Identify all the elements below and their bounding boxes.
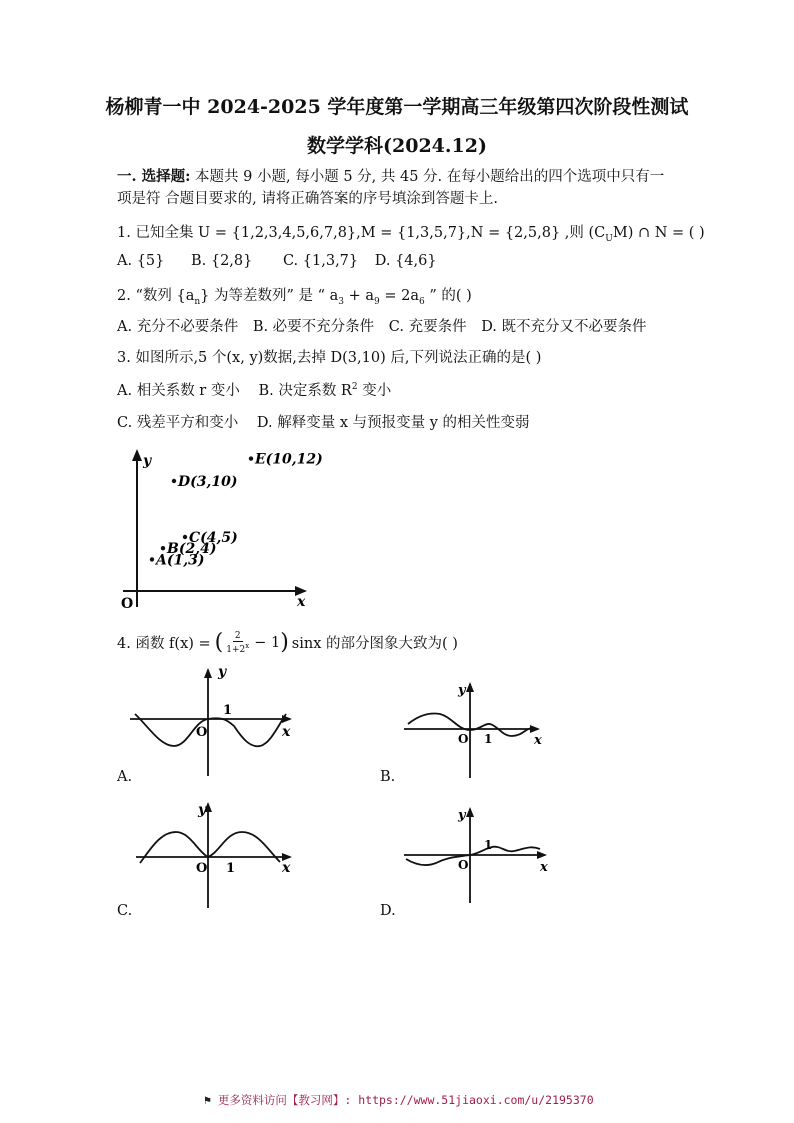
question-1-stem — [117, 221, 705, 244]
graph-option-b[interactable] — [400, 680, 548, 780]
q1-sub: U — [605, 233, 613, 244]
scatter-y-arrow — [132, 449, 142, 461]
question-2-options — [117, 315, 661, 336]
graph-c-x-label: x — [282, 860, 291, 876]
q4-frac-den-sup: x — [245, 641, 250, 650]
q2-sub-n: n — [194, 296, 201, 307]
q3-option-d[interactable]: D. 解释变量 x 与预报变量 y 的相关性变弱 — [256, 415, 530, 431]
scatter-point-0 — [150, 557, 154, 561]
question-3-stem: 3. 如图所示,5 个(x, y)数据,去掉 D(3,10) 后,下列说法正确的是( ) — [117, 350, 542, 366]
graph-b-origin: O — [458, 732, 469, 746]
q2-mid: } 为等差数列” 是 “ a — [200, 288, 339, 304]
graph-b-tick-1: 1 — [484, 732, 493, 746]
q2-sub-6: 6 — [419, 296, 425, 307]
graph-b-x-label: x — [534, 733, 542, 748]
q3-option-b-pre: B. 决定系数 R — [258, 383, 352, 399]
scatter-point-4 — [249, 456, 253, 460]
graph-c-tick-1: 1 — [226, 861, 236, 876]
q2-option-a[interactable]: A. 充分不必要条件 — [117, 319, 239, 335]
graph-a-y-label: y — [218, 666, 227, 680]
section-intro — [117, 166, 677, 210]
q3-option-a[interactable]: A. 相关系数 r 变小 — [117, 383, 240, 399]
graph-d-tick-1: 1 — [484, 838, 493, 852]
graph-c-curve — [140, 832, 280, 863]
graph-b-y-arrow — [466, 682, 474, 692]
graph-d-x-arrow — [537, 851, 547, 859]
scatter-point-label-2: C(4,5) — [189, 530, 238, 546]
q1-option-d[interactable]: D. {4,6} — [374, 253, 437, 269]
graph-option-a[interactable] — [130, 666, 305, 781]
graph-d-x-label: x — [540, 860, 548, 875]
footer-link[interactable] — [204, 1092, 594, 1108]
graph-c-label: C. — [117, 903, 133, 919]
q4-frac-num: 2 — [234, 630, 241, 641]
section-instructions: 本题共 9 小题, 每小题 5 分, 共 45 分. 在每小题给出的四个选项中只有一项是符 合题目要求的, 请将正确答案的序号填涂到答题卡上. — [117, 169, 665, 207]
q4-paren-close: ) — [280, 630, 289, 655]
graph-a-x-label: x — [282, 724, 291, 740]
graph-a-y-arrow — [204, 668, 212, 678]
q3-option-b-sup: 2 — [351, 382, 358, 393]
graph-d-y-arrow — [466, 807, 474, 817]
scatter-figure — [115, 445, 325, 615]
graph-a-tick-1: 1 — [223, 703, 233, 718]
scatter-points — [150, 452, 323, 569]
graph-c-y-label: y — [198, 802, 207, 818]
scatter-y-label: y — [143, 453, 152, 469]
scatter-origin-label: O — [121, 596, 134, 612]
scatter-point-1 — [161, 546, 165, 550]
graph-a-origin: O — [196, 725, 208, 740]
q4-fraction — [225, 631, 250, 655]
graph-option-d[interactable] — [400, 805, 555, 905]
scatter-x-label: x — [297, 594, 306, 610]
graph-option-c[interactable] — [130, 800, 305, 910]
q1-option-b[interactable]: B. {2,8} — [190, 253, 253, 269]
question-4-stem — [117, 630, 458, 655]
q2-stem-text: 2. “数列 {a — [117, 288, 195, 304]
flag-icon: ⚑ — [204, 1093, 211, 1107]
q1-option-c[interactable]: C. {1,3,7} — [282, 253, 359, 269]
footer-text: 更多资料访问【教习网】: https://www.51jiaoxi.com/u/2195370 — [217, 1093, 594, 1107]
graph-c-origin: O — [196, 861, 208, 876]
q3-option-b-post: 变小 — [357, 383, 392, 399]
graph-b-x-arrow — [530, 725, 540, 733]
q1-option-a[interactable]: A. {5} — [117, 253, 165, 269]
q2-option-c[interactable]: C. 充要条件 — [388, 319, 467, 335]
q4-frac-den: 1+2 — [226, 644, 246, 655]
q3-option-b[interactable] — [258, 379, 391, 400]
graph-b-y-label: y — [458, 683, 466, 698]
question-2-stem — [117, 284, 472, 307]
q2-sub-3: 3 — [338, 296, 345, 307]
graph-b-label: B. — [380, 769, 396, 785]
q2-tail: ” 的( ) — [424, 288, 472, 304]
scatter-point-label-4: E(10,12) — [255, 451, 323, 468]
scatter-point-label-1: B(2,4) — [167, 541, 217, 558]
question-3-options-ab — [117, 379, 405, 400]
scatter-point-3 — [172, 479, 176, 483]
page-title: 杨柳青一中 2024-2025 学年度第一学期高三年级第四次阶段性测试 — [105, 96, 689, 118]
graph-d-y-label: y — [458, 808, 466, 823]
page-subtitle: 数学学科(2024.12) — [307, 135, 487, 157]
graph-d-label: D. — [380, 903, 396, 919]
q2-mid3: = 2a — [379, 288, 420, 304]
q4-stem-pre: 4. 函数 f(x) = — [117, 636, 211, 652]
q2-option-d[interactable]: D. 既不充分又不必要条件 — [481, 319, 647, 335]
q1-stem-tail: M) ∩ N = ( ) — [612, 225, 705, 241]
q4-stem-post: sinx 的部分图象大致为( ) — [291, 636, 458, 652]
q2-sub-9: 9 — [374, 296, 380, 307]
graph-d-origin: O — [458, 858, 469, 872]
question-1-options — [117, 253, 451, 269]
graph-a-label: A. — [117, 769, 133, 785]
q4-stem-mid: − 1 — [254, 634, 281, 651]
q3-option-c[interactable]: C. 残差平方和变小 — [117, 415, 239, 431]
q1-stem-text: 1. 已知全集 U = {1,2,3,4,5,6,7,8},M = {1,3,5,7},N = {2,5,8} ,则 (C — [117, 225, 606, 241]
q4-paren-open: ( — [214, 630, 224, 655]
question-3-options-cd — [117, 411, 544, 432]
q2-option-b[interactable]: B. 必要不充分条件 — [252, 319, 375, 335]
section-heading: 一. 选择题: — [117, 168, 191, 185]
scatter-point-label-3: D(3,10) — [178, 474, 238, 490]
scatter-point-label-0: A(1,3) — [156, 552, 205, 569]
scatter-point-2 — [183, 535, 187, 539]
q2-mid2: + a — [344, 288, 375, 304]
